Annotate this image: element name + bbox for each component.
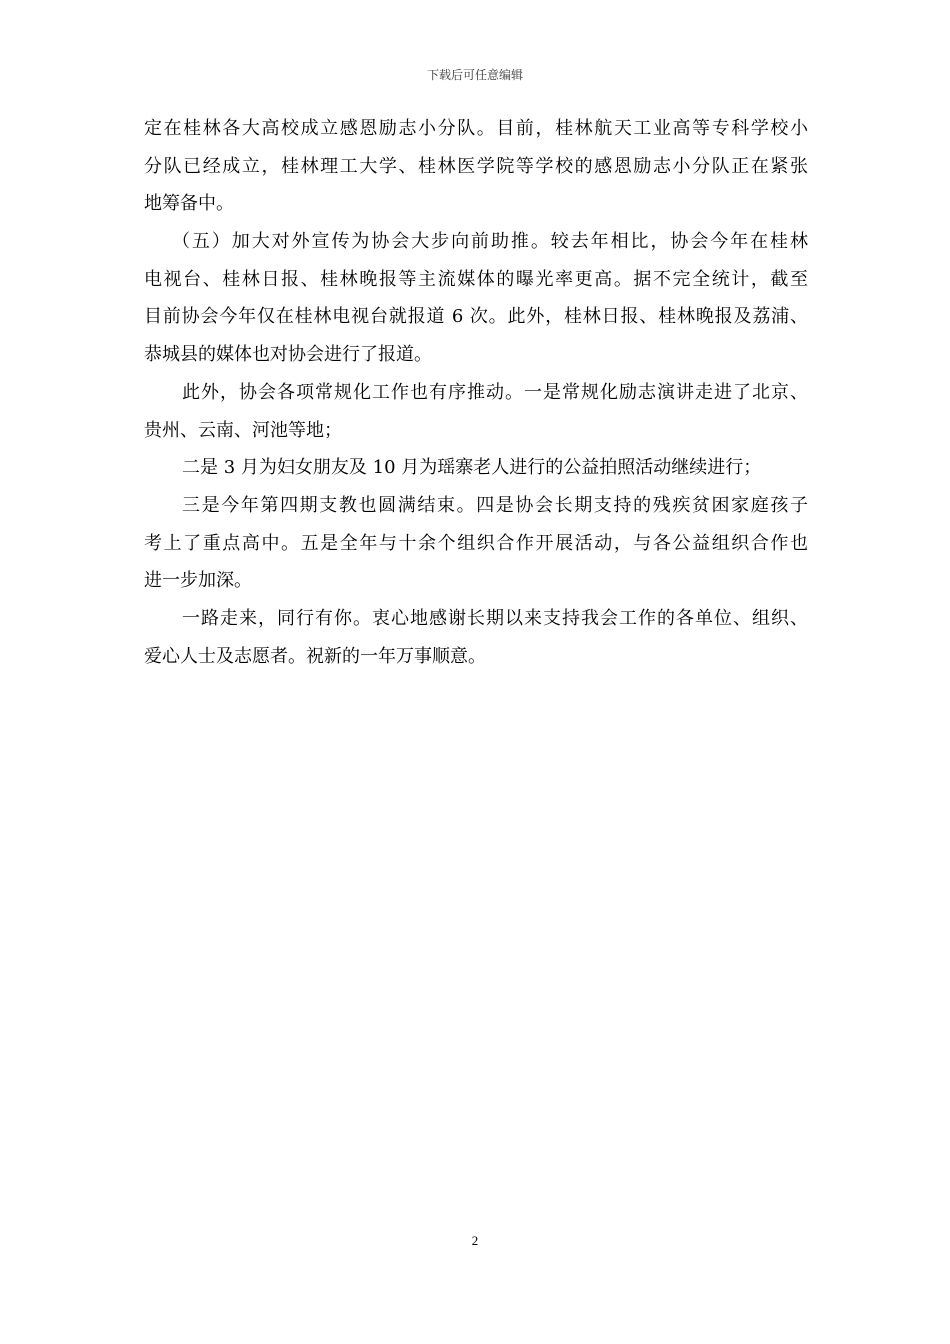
page-header: 下载后可任意编辑 [426,68,523,82]
text-line: 分队已经成立，桂林理工大学、桂林医学院等学校的感恩励志小分队正在紧张 [144,155,808,177]
text-line: 贵州、云南、河池等地； [144,419,342,441]
document-body [144,118,808,683]
text-line: 恭城县的媒体也对协会进行了报道。 [144,344,432,366]
text-line: 进一步加深。 [144,570,252,592]
text-line: 二是 3 月为妇女朋友及 10 月为瑶寨老人进行的公益拍照活动继续进行； [182,457,762,479]
text-line: 此外，协会各项常规化工作也有序推动。一是常规化励志演讲走进了北京、 [182,381,808,403]
text-line: （五）加大对外宣传为协会大步向前助推。较去年相比，协会今年在桂林 [172,231,808,253]
page-number: 2 [471,1233,479,1248]
text-line: 电视台、桂林日报、桂林晚报等主流媒体的曝光率更高。据不完全统计，截至 [144,268,808,290]
text-line: 一路走来，同行有你。衷心地感谢长期以来支持我会工作的各单位、组织、 [182,607,808,629]
text-line: 三是今年第四期支教也圆满结束。四是协会长期支持的残疾贫困家庭孩子 [182,494,808,516]
text-line: 爱心人士及志愿者。祝新的一年万事顺意。 [144,645,486,667]
text-line: 地筹备中。 [144,193,234,215]
text-line: 考上了重点高中。五是全年与十余个组织合作开展活动，与各公益组织合作也 [144,532,808,554]
text-line: 定在桂林各大高校成立感恩励志小分队。目前，桂林航天工业高等专科学校小 [144,118,808,139]
text-line: 目前协会今年仅在桂林电视台就报道 6 次。此外，桂林日报、桂林晚报及荔浦、 [144,306,808,328]
